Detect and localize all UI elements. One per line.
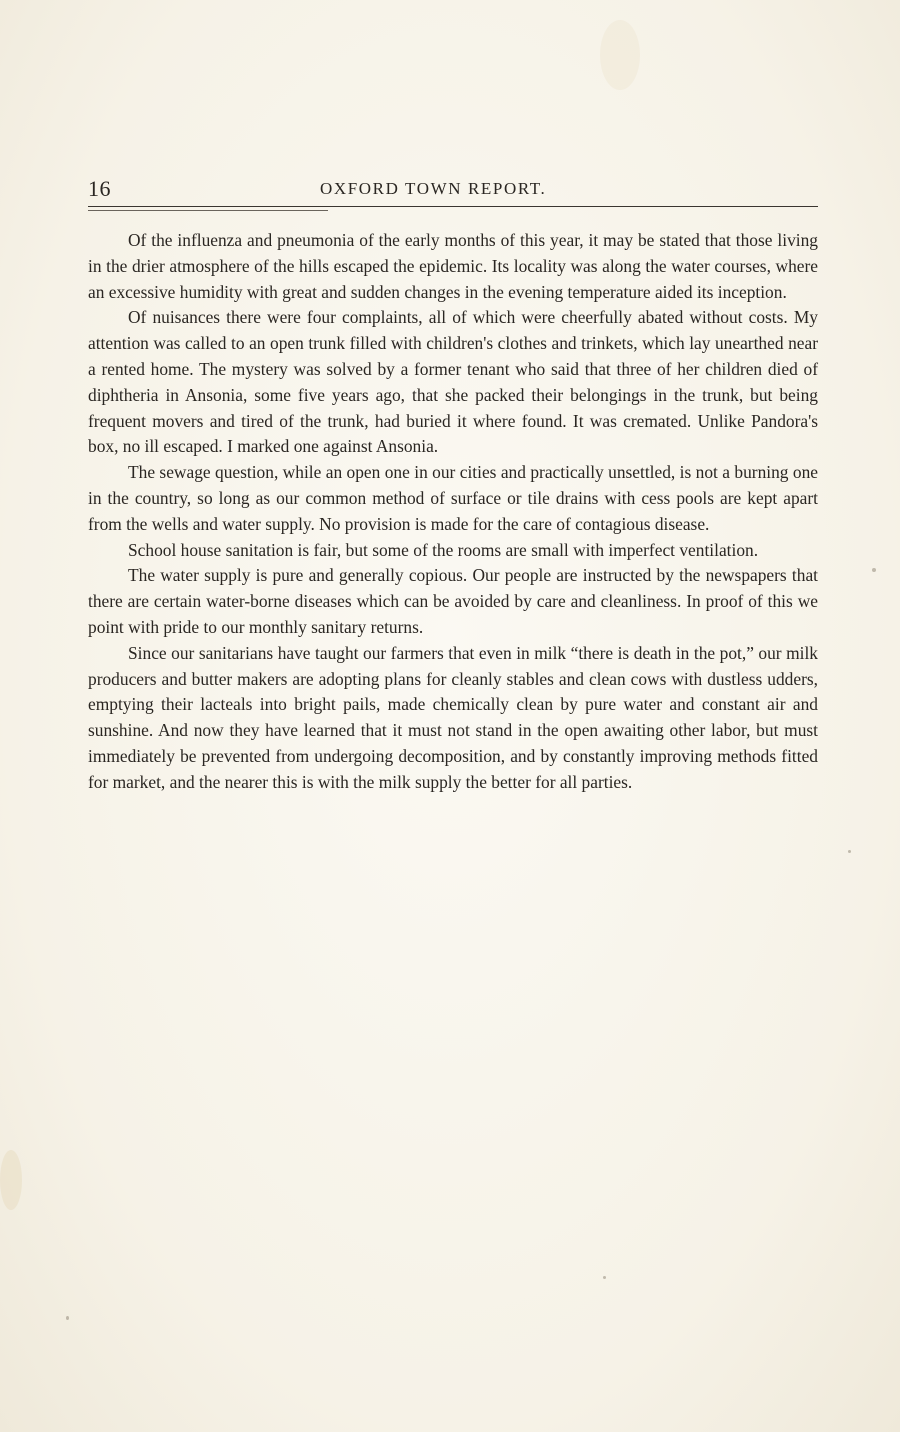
paragraph-milk: Since our sanitarians have taught our farmers that even in milk “there is death in the pot,” our milk producers and butter makers are adopting plans for cleanly stables and clean cows with dustless udders, emptying their lacteals into bright pails, made chemically clean by pure water and constant air and sunshine. And now they have learned that it must not stand in the open awaiting other labor, but must immediately be prevented from undergoing decomposition, and by constantly improving methods fitted for market, and the nearer this is with the milk supply the better for all parties. (88, 642, 818, 792)
running-head (88, 176, 818, 202)
header-rule-secondary (88, 210, 328, 211)
paragraph-school-sanitation: School house sanitation is fair, but some of the rooms are small with imperfect ventilation. (128, 539, 759, 560)
paragraph-sewage: The sewage question, while an open one in our cities and practically unsettled, is not a burning one in the country, so long as our common method of surface or tile drains with cess pools are kept apart from the wells and water supply. No provision is made for the care of contagious disease. (88, 462, 818, 534)
paper-speck (603, 1276, 606, 1279)
paragraph-water-supply: The water supply is pure and generally copious. Our people are instructed by the newspapers that there are certain water-borne diseases which can be avoided by care and cleanliness. In proof of this we point with pride to our monthly sanitary returns. (88, 565, 818, 637)
paper-speck (872, 568, 876, 572)
paper-stain (0, 1150, 22, 1210)
paragraph-nuisances: Of nuisances there were four complaints, all of which were cheerfully abated without costs. My attention was called to an open trunk filled with children's clothes and trinkets, which lay unearthed near a rented home. The mystery was solved by a former tenant who said that three of her children died of diphtheria in Ansonia, some five years ago, that she packed their belongings in the trunk, but being frequent movers and tired of the trunk, had buried it where found. It was cremated. Unlike Pandora's box, no ill escaped. I marked one against Ansonia. (88, 307, 818, 457)
paper-speck (66, 1316, 69, 1320)
page-number: 16 (88, 176, 111, 201)
header-title: OXFORD TOWN REPORT. (320, 179, 547, 198)
body-text (88, 228, 818, 796)
paper-speck (848, 850, 851, 853)
paragraph-influenza: Of the influenza and pneumonia of the early months of this year, it may be stated that those living in the drier atmosphere of the hills escaped the epidemic. Its locality was along the water courses, where an excessive humidity with great and sudden changes in the evening temperature aided its inception. (88, 230, 818, 302)
header-rule (88, 206, 818, 207)
paper-stain (600, 20, 640, 90)
